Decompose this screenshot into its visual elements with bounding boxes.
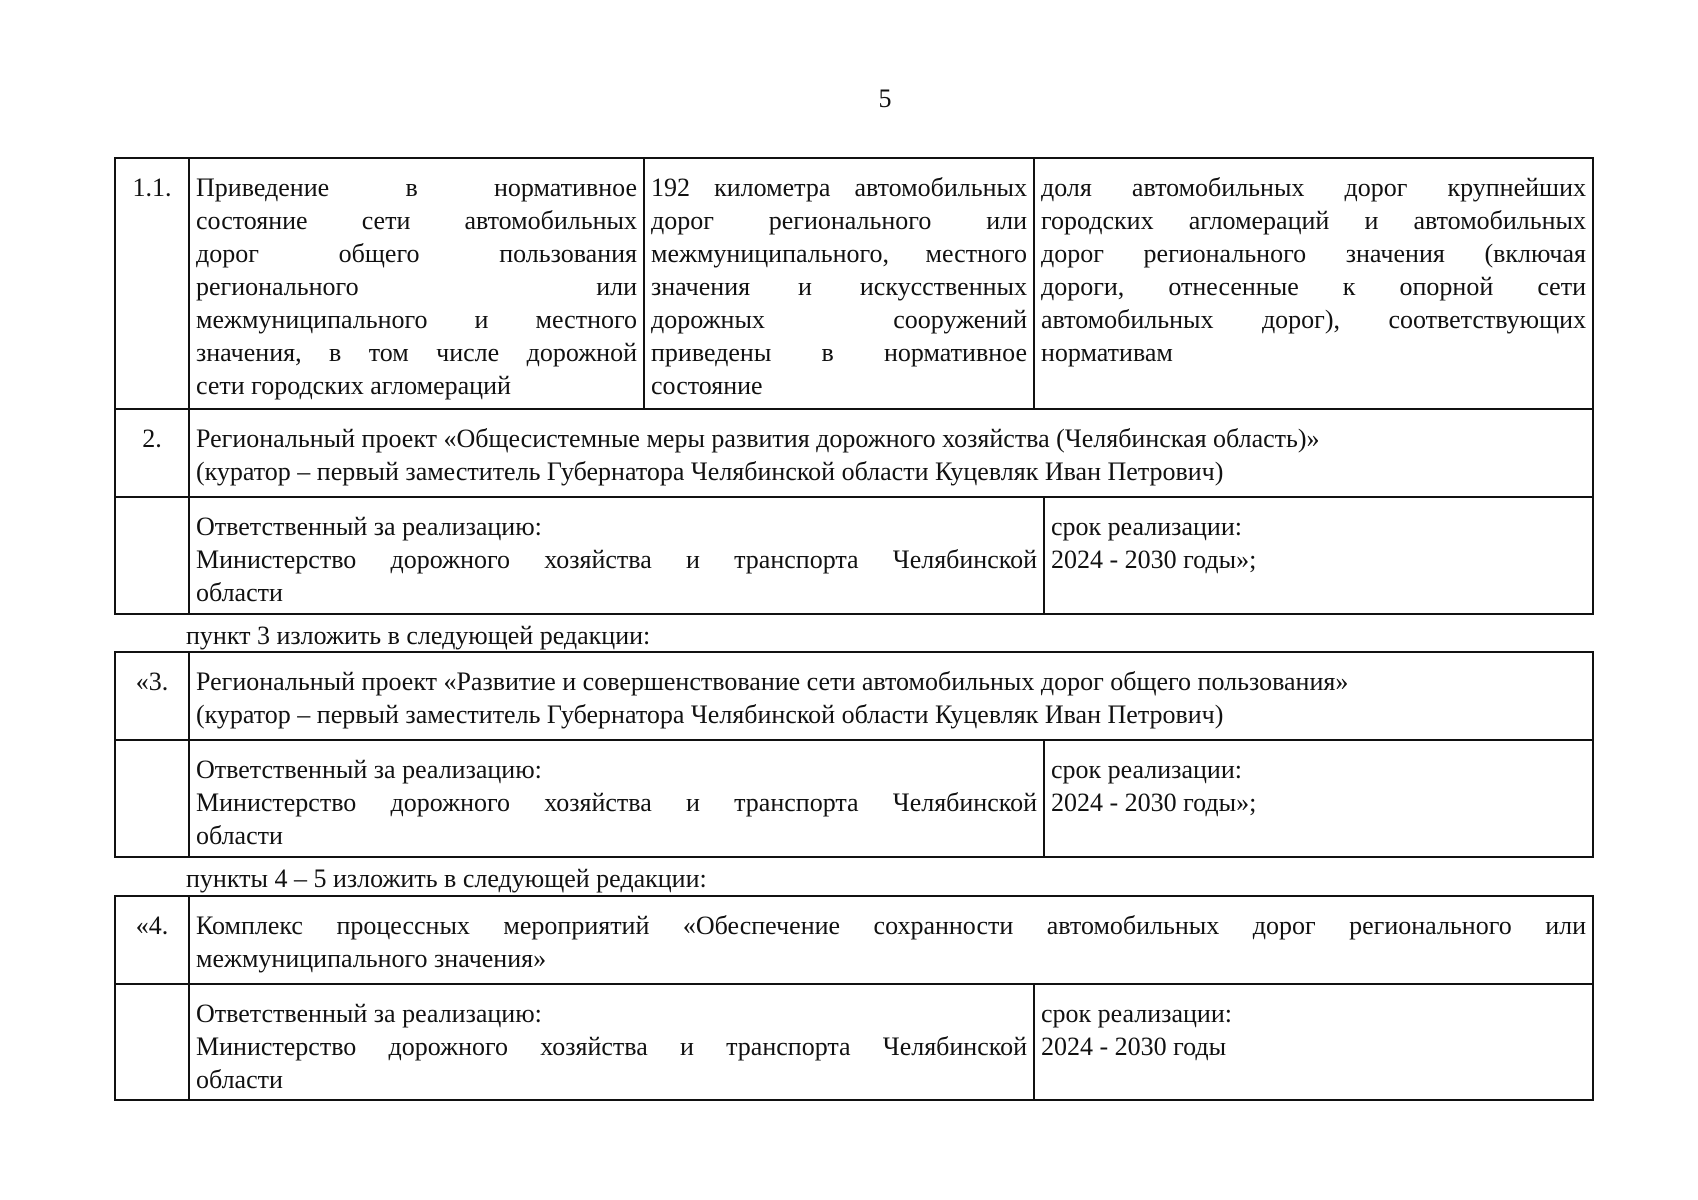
row-1-1-indicator-line: доля автомобильных дорог крупнейших [1041,173,1586,202]
row-1-1-indicator-line: автомобильных дорог), соответствующих [1041,305,1586,334]
row-3-term-label: срок реализации: [1051,755,1242,784]
row-1-1-result-line: состояние [651,371,763,400]
row-1-1-task-line: межмуниципального и местного [196,305,637,334]
row-4-responsible-org-line-2: области [196,1065,283,1094]
row-1-1-task-line: регионального или [196,272,637,301]
row-4-responsible-org-line-1: Министерство дорожного хозяйства и транспорта Челябинской [196,1032,1027,1061]
row-1-1-result-line: 192 километра автомобильных [651,173,1027,202]
row-1-1-result-line: дорожных сооружений [651,305,1027,334]
row-1-1-result-line: дорог регионального или [651,206,1027,235]
row-3-title [190,653,1592,739]
row-1-1-indicator-line: нормативам [1041,338,1173,367]
row-4-term [1035,985,1592,1099]
row-1-1-result [645,159,1033,408]
row-4-responsible [190,985,1033,1099]
row-3-title-line-2: (куратор – первый заместитель Губернатора Челябинской области Куцевляк Иван Петрович) [196,700,1224,729]
row-3-title-line-1: Региональный проект «Развитие и совершенствование сети автомобильных дорог общего пользования» [196,667,1349,696]
table-1 [114,157,1594,615]
row-3-responsible-label: Ответственный за реализацию: [196,755,542,784]
row-2-number: 2. [142,424,162,453]
row-3-number: «3. [135,667,169,696]
row-1-1-indicator-line: городских агломераций и автомобильных [1041,206,1586,235]
row-1-1-task-line: значения, в том числе дорожной [196,338,637,367]
row-4-title [190,897,1592,983]
row-2-responsible-label: Ответственный за реализацию: [196,512,542,541]
row-1-1-result-line: приведены в нормативное [651,338,1027,367]
row-2-title [190,410,1592,496]
row-1-1-task-line: состояние сети автомобильных [196,206,637,235]
row-4-term-value: 2024 - 2030 годы [1041,1032,1227,1061]
instruction-point-3: пункт 3 изложить в следующей редакции: [186,621,651,650]
row-2-responsible [190,498,1043,613]
page-number: 5 [878,84,892,113]
instruction-points-4-5: пункты 4 – 5 изложить в следующей редакции: [186,864,707,893]
row-4-number: «4. [135,911,169,940]
row-2-responsible-org-line-1: Министерство дорожного хозяйства и транспорта Челябинской [196,545,1037,574]
row-1-1-indicator-line: дорог регионального значения (включая [1041,239,1586,268]
row-1-1-task-line: сети городских агломераций [196,371,511,400]
row-1-1-number: 1.1. [132,173,172,202]
row-1-1-result-line: межмуниципального, местного [651,239,1027,268]
row-2-responsible-org-line-2: области [196,578,283,607]
row-1-1-task-line: Приведение в нормативное [196,173,637,202]
table-3 [114,895,1594,1101]
row-1-1-result-line: значения и искусственных [651,272,1027,301]
row-4-title-line-2: межмуниципального значения» [196,944,547,973]
row-2-title-line-2: (куратор – первый заместитель Губернатора Челябинской области Куцевляк Иван Петрович) [196,457,1224,486]
row-2-title-line-1: Региональный проект «Общесистемные меры развития дорожного хозяйства (Челябинская область)» [196,424,1320,453]
row-1-1-indicator [1035,159,1592,408]
row-2-term [1045,498,1592,613]
row-4-term-label: срок реализации: [1041,999,1232,1028]
row-2-term-value: 2024 - 2030 годы»; [1051,545,1257,574]
row-4-title-line-1: Комплекс процессных мероприятий «Обеспечение сохранности автомобильных дорог регионального или [196,911,1586,940]
row-4-responsible-label: Ответственный за реализацию: [196,999,542,1028]
row-1-1-task-line: дорог общего пользования [196,239,637,268]
row-3-responsible [190,741,1043,856]
row-3-responsible-org-line-1: Министерство дорожного хозяйства и транспорта Челябинской [196,788,1037,817]
row-1-1-indicator-line: дороги, отнесенные к опорной сети [1041,272,1586,301]
row-3-responsible-org-line-2: области [196,821,283,850]
row-3-term [1045,741,1592,856]
row-3-term-value: 2024 - 2030 годы»; [1051,788,1257,817]
row-2-term-label: срок реализации: [1051,512,1242,541]
table-2 [114,651,1594,858]
row-1-1-task [190,159,643,408]
